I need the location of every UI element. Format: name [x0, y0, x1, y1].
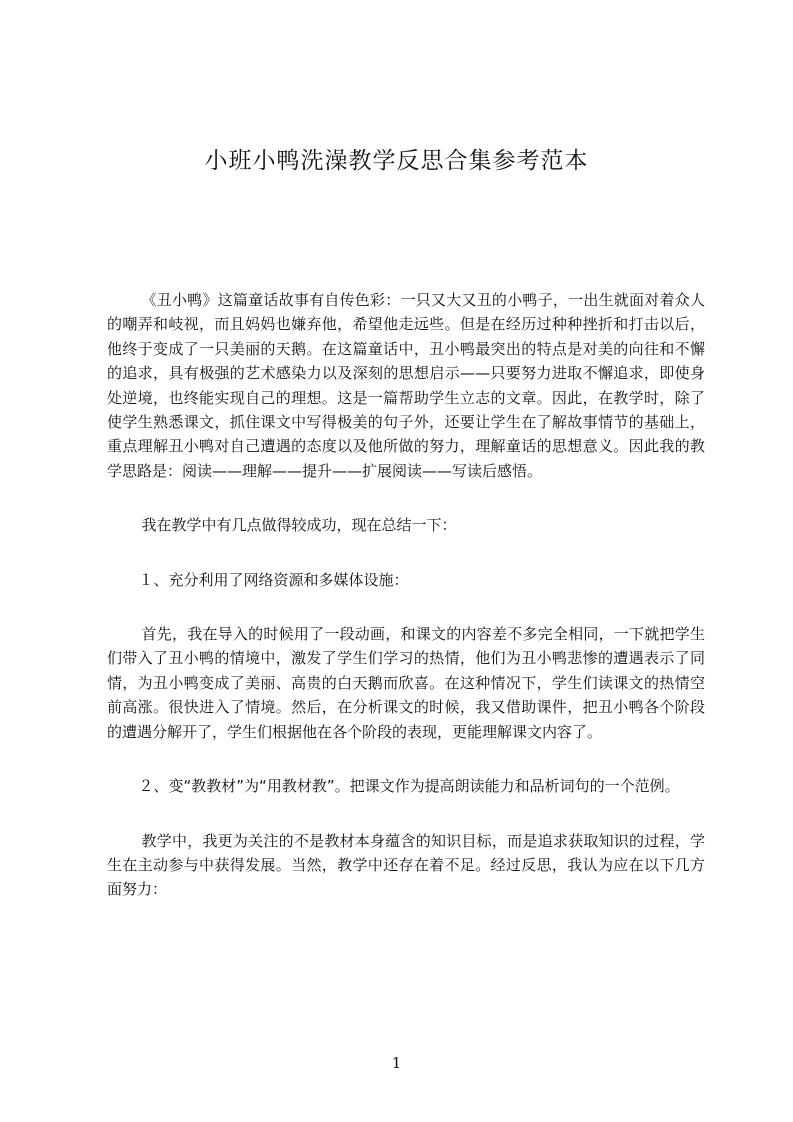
paragraph-summary-lead: 我在教学中有几点做得较成功，现在总结一下：: [141, 516, 457, 535]
paragraph-intro: 《丑小鸭》这篇童话故事有自传色彩：一只又大又丑的小鸭子，一出生就面对着众人的嘲弄和岐视，而且妈妈也嫌弃他，希望他走远些。但是在经历过种种挫折和打击以后，他终于变成了一只美丽的天鹅。在这篇童话中，丑小鸭最突出的特点是对美的向往和不懈的追求，具有极强的艺术感染力以及深刻的思想启示——只要努力进取不懈追求，即使身处逆境，也终能实现自己的理想。这是一篇帮助学生立志的文章。因此，在教学时，除了使学生熟悉课文，抓住课文中写得极美的句子外，还要让学生在了解故事情节的基础上，重点理解丑小鸭对自己遭遇的态度以及他所做的努力，理解童话的思想意义。因此我的教学思路是：阅读——理解——提升——扩展阅读——写读后感悟。: [107, 291, 705, 480]
paragraph-point-1-heading: １、充分利用了网络资源和多媒体设施：: [138, 570, 409, 589]
page-number: 1: [391, 1054, 402, 1072]
paragraph-point-2-heading: ２、变“教教材”为“用教材教”。把课文作为提高朗读能力和品析词句的一个范例。: [138, 777, 680, 796]
document-title: 小班小鸭洗澡教学反思合集参考范本: [204, 148, 589, 174]
paragraph-reflection: 教学中，我更为关注的不是教材本身蕴含的知识目标，而是追求获取知识的过程，学生在主动参与中获得发展。当然，教学中还存在着不足。经过反思，我认为应在以下几方面努力：: [107, 831, 705, 899]
paragraph-point-1-detail: 首先，我在导入的时候用了一段动画，和课文的内容差不多完全相同，一下就把学生们带入了丑小鸭的情境中，激发了学生们学习的热情，他们为丑小鸭悲惨的遭遇表示了同情，为丑小鸭变成了美丽、高贵的白天鹅而欣喜。在这种情况下，学生们读课文的热情空前高涨。很快进入了情境。然后，在分析课文的时候，我又借助课件，把丑小鸭各个阶段的遭遇分解开了，学生们根据他在各个阶段的表现，更能理解课文内容了。: [107, 625, 705, 741]
document-body: [107, 288, 705, 902]
